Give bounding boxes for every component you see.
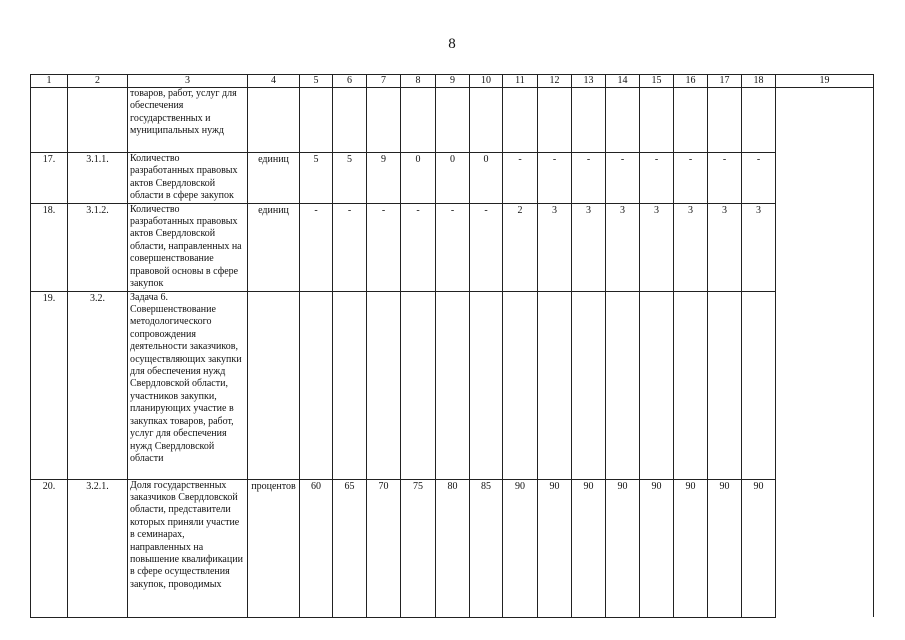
value-cell: - <box>503 153 538 204</box>
table-row <box>31 88 874 153</box>
value-cell: 2 <box>503 203 538 291</box>
header-cell: 19 <box>776 75 874 88</box>
header-cell: 11 <box>503 75 538 88</box>
value-cell <box>640 291 674 479</box>
value-cell: 3 <box>606 203 640 291</box>
value-cell: 70 <box>367 479 401 617</box>
header-cell: 8 <box>401 75 436 88</box>
value-cell: - <box>708 153 742 204</box>
header-cell: 17 <box>708 75 742 88</box>
table-row <box>31 153 874 204</box>
value-cell <box>606 291 640 479</box>
row-code-cell <box>68 88 128 153</box>
row-code-cell: 3.2.1. <box>68 479 128 617</box>
value-cell <box>503 88 538 153</box>
value-cell: - <box>640 153 674 204</box>
page-number: 8 <box>448 36 456 52</box>
value-cell: 90 <box>674 479 708 617</box>
value-cell <box>742 88 776 153</box>
value-cell <box>333 88 367 153</box>
row-name-cell: Количество разработанных правовых актов Свердловской области, направленных на совершенствование правовой основы в сфере закупок <box>128 203 248 291</box>
row-unit-cell: процентов <box>248 479 300 617</box>
table-row <box>31 203 874 291</box>
value-cell: 3 <box>572 203 606 291</box>
value-cell <box>572 88 606 153</box>
value-cell: - <box>367 203 401 291</box>
value-cell <box>300 291 333 479</box>
header-cell: 12 <box>538 75 572 88</box>
header-cell: 15 <box>640 75 674 88</box>
value-cell: - <box>742 153 776 204</box>
value-cell <box>538 291 572 479</box>
header-cell: 5 <box>300 75 333 88</box>
value-cell <box>572 291 606 479</box>
value-cell <box>640 88 674 153</box>
table-row <box>31 479 874 617</box>
row-code-cell: 3.1.1. <box>68 153 128 204</box>
row-unit-cell: единиц <box>248 203 300 291</box>
header-cell: 2 <box>68 75 128 88</box>
value-cell: - <box>401 203 436 291</box>
row-number-cell: 17. <box>31 153 68 204</box>
row-code-cell: 3.2. <box>68 291 128 479</box>
row-number-cell: 20. <box>31 479 68 617</box>
value-cell <box>674 291 708 479</box>
row-name-cell: Доля государственных заказчиков Свердловской области, представители которых приняли участие в семинарах, направленных на повышение квалификации в сфере осуществления закупок, проводимых <box>128 479 248 617</box>
row-number-cell: 18. <box>31 203 68 291</box>
value-cell: - <box>470 203 503 291</box>
value-cell: 90 <box>742 479 776 617</box>
header-cell: 6 <box>333 75 367 88</box>
value-cell: 9 <box>367 153 401 204</box>
value-cell: 5 <box>300 153 333 204</box>
value-cell <box>436 88 470 153</box>
value-cell <box>436 291 470 479</box>
value-cell: - <box>538 153 572 204</box>
value-cell <box>538 88 572 153</box>
value-cell <box>367 291 401 479</box>
value-cell: 0 <box>401 153 436 204</box>
header-cell: 18 <box>742 75 776 88</box>
value-cell: 5 <box>333 153 367 204</box>
header-cell: 1 <box>31 75 68 88</box>
value-cell: 3 <box>708 203 742 291</box>
value-cell: 3 <box>742 203 776 291</box>
value-cell <box>674 88 708 153</box>
header-cell: 14 <box>606 75 640 88</box>
value-cell: - <box>333 203 367 291</box>
value-cell <box>470 88 503 153</box>
header-cell: 7 <box>367 75 401 88</box>
value-cell: 90 <box>606 479 640 617</box>
row-number-cell <box>31 88 68 153</box>
value-cell <box>708 291 742 479</box>
value-cell <box>503 291 538 479</box>
notes-cell <box>776 203 874 291</box>
table-row <box>31 291 874 479</box>
value-cell <box>401 88 436 153</box>
value-cell: 60 <box>300 479 333 617</box>
notes-cell <box>776 291 874 479</box>
value-cell <box>606 88 640 153</box>
value-cell: 0 <box>470 153 503 204</box>
value-cell <box>708 88 742 153</box>
value-cell: 90 <box>538 479 572 617</box>
row-unit-cell: единиц <box>248 153 300 204</box>
header-cell: 9 <box>436 75 470 88</box>
value-cell <box>401 291 436 479</box>
notes-cell <box>776 88 874 153</box>
value-cell: 90 <box>640 479 674 617</box>
value-cell: 90 <box>708 479 742 617</box>
value-cell: 3 <box>674 203 708 291</box>
value-cell: - <box>606 153 640 204</box>
notes-cell <box>776 479 874 617</box>
column-number-row <box>31 75 874 88</box>
row-name-cell: Задача 6. Совершенствование методологического сопровождения деятельности заказчиков, осуществляющих закупки для обеспечения нужд Свердловской области, участников закупки, планирующих участие в закупках товаров, работ, услуг для обеспечения нужд Свердловской области <box>128 291 248 479</box>
value-cell <box>333 291 367 479</box>
indicators-table <box>30 74 874 618</box>
value-cell <box>367 88 401 153</box>
value-cell: - <box>300 203 333 291</box>
value-cell: - <box>572 153 606 204</box>
value-cell: 90 <box>503 479 538 617</box>
header-cell: 3 <box>128 75 248 88</box>
value-cell <box>300 88 333 153</box>
notes-cell <box>776 153 874 204</box>
row-name-cell: товаров, работ, услуг для обеспечения государственных и муниципальных нужд <box>128 88 248 153</box>
value-cell: 3 <box>640 203 674 291</box>
value-cell: 80 <box>436 479 470 617</box>
row-unit-cell <box>248 88 300 153</box>
header-cell: 4 <box>248 75 300 88</box>
header-cell: 16 <box>674 75 708 88</box>
value-cell: 75 <box>401 479 436 617</box>
value-cell: 85 <box>470 479 503 617</box>
value-cell: - <box>436 203 470 291</box>
row-name-cell: Количество разработанных правовых актов Свердловской области в сфере закупок <box>128 153 248 204</box>
value-cell: 0 <box>436 153 470 204</box>
value-cell: 65 <box>333 479 367 617</box>
row-code-cell: 3.1.2. <box>68 203 128 291</box>
value-cell <box>470 291 503 479</box>
row-unit-cell <box>248 291 300 479</box>
header-cell: 13 <box>572 75 606 88</box>
header-cell: 10 <box>470 75 503 88</box>
row-number-cell: 19. <box>31 291 68 479</box>
value-cell: 90 <box>572 479 606 617</box>
value-cell: 3 <box>538 203 572 291</box>
value-cell <box>742 291 776 479</box>
value-cell: - <box>674 153 708 204</box>
